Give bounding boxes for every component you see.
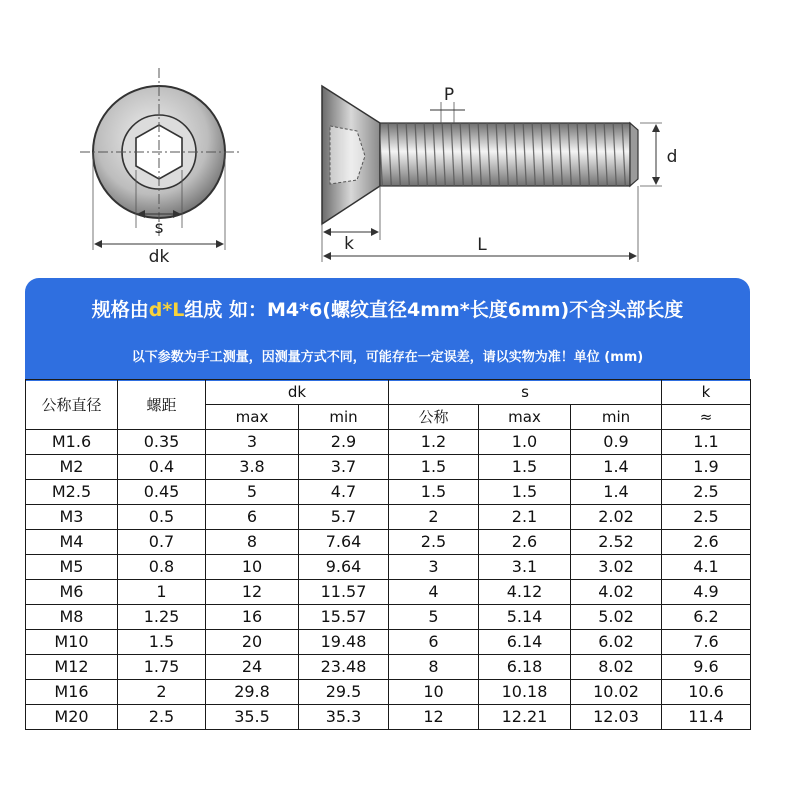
cell-s-min: 8.02 xyxy=(571,655,662,680)
screw-diagram xyxy=(0,0,800,275)
cell-s-nominal: 4 xyxy=(389,580,479,605)
cell-dk-max: 20 xyxy=(206,630,299,655)
cell-nominal: M20 xyxy=(26,705,118,730)
cell-k: 9.6 xyxy=(662,655,751,680)
d-label: d xyxy=(666,147,678,167)
table-row xyxy=(26,555,751,580)
cell-dk-min: 23.48 xyxy=(299,655,389,680)
cell-dk-min: 15.57 xyxy=(299,605,389,630)
cell-s-nominal: 1.2 xyxy=(389,430,479,455)
header-dk-min: min xyxy=(299,405,389,430)
header-k: k xyxy=(662,380,751,405)
cell-s-max: 1.5 xyxy=(479,455,571,480)
cell-pitch: 1.75 xyxy=(118,655,206,680)
header-pitch: 螺距 xyxy=(118,380,206,430)
cell-pitch: 0.45 xyxy=(118,480,206,505)
spec-table-body xyxy=(26,430,751,730)
title-suffix: 组成 如：M4*6(螺纹直径4mm*长度6mm)不含头部长度 xyxy=(184,299,684,321)
cell-s-max: 2.1 xyxy=(479,505,571,530)
cell-pitch: 0.5 xyxy=(118,505,206,530)
table-row xyxy=(26,505,751,530)
cell-nominal: M1.6 xyxy=(26,430,118,455)
cell-s-min: 2.52 xyxy=(571,530,662,555)
screw-side-view xyxy=(322,85,677,262)
cell-dk-max: 3 xyxy=(206,430,299,455)
cell-dk-max: 3.8 xyxy=(206,455,299,480)
cell-s-nominal: 6 xyxy=(389,630,479,655)
cell-dk-max: 10 xyxy=(206,555,299,580)
cell-s-min: 1.4 xyxy=(571,480,662,505)
cell-nominal: M16 xyxy=(26,680,118,705)
cell-nominal: M4 xyxy=(26,530,118,555)
cell-dk-max: 35.5 xyxy=(206,705,299,730)
cell-pitch: 2 xyxy=(118,680,206,705)
cell-pitch: 1 xyxy=(118,580,206,605)
table-row xyxy=(26,455,751,480)
cell-s-max: 10.18 xyxy=(479,680,571,705)
cell-dk-min: 5.7 xyxy=(299,505,389,530)
cell-k: 6.2 xyxy=(662,605,751,630)
cell-s-max: 3.1 xyxy=(479,555,571,580)
cell-dk-min: 19.48 xyxy=(299,630,389,655)
cell-k: 1.1 xyxy=(662,430,751,455)
cell-s-nominal: 1.5 xyxy=(389,480,479,505)
cell-s-nominal: 2.5 xyxy=(389,530,479,555)
cell-s-min: 4.02 xyxy=(571,580,662,605)
cell-pitch: 1.25 xyxy=(118,605,206,630)
cell-nominal: M2.5 xyxy=(26,480,118,505)
cell-dk-min: 35.3 xyxy=(299,705,389,730)
spec-title xyxy=(25,295,750,322)
cell-s-max: 12.21 xyxy=(479,705,571,730)
cell-s-max: 6.18 xyxy=(479,655,571,680)
cell-s-max: 4.12 xyxy=(479,580,571,605)
cell-nominal: M3 xyxy=(26,505,118,530)
cell-dk-min: 29.5 xyxy=(299,680,389,705)
cell-dk-min: 11.57 xyxy=(299,580,389,605)
cell-dk-min: 4.7 xyxy=(299,480,389,505)
cell-dk-min: 9.64 xyxy=(299,555,389,580)
header-k-approx: ≈ xyxy=(662,405,751,430)
table-row xyxy=(26,530,751,555)
cell-nominal: M6 xyxy=(26,580,118,605)
cell-dk-min: 2.9 xyxy=(299,430,389,455)
head-top-view xyxy=(80,68,240,267)
cell-nominal: M5 xyxy=(26,555,118,580)
pitch-label: P xyxy=(443,85,455,105)
cell-s-max: 1.5 xyxy=(479,480,571,505)
cell-k: 2.6 xyxy=(662,530,751,555)
L-label: L xyxy=(477,235,487,255)
cell-k: 11.4 xyxy=(662,705,751,730)
table-row xyxy=(26,480,751,505)
cell-dk-min: 3.7 xyxy=(299,455,389,480)
cell-nominal: M8 xyxy=(26,605,118,630)
cell-k: 10.6 xyxy=(662,680,751,705)
header-dk-max: max xyxy=(206,405,299,430)
cell-k: 4.9 xyxy=(662,580,751,605)
cell-pitch: 0.7 xyxy=(118,530,206,555)
table-row xyxy=(26,605,751,630)
cell-s-nominal: 8 xyxy=(389,655,479,680)
cell-s-nominal: 5 xyxy=(389,605,479,630)
k-label: k xyxy=(344,234,354,254)
cell-s-min: 5.02 xyxy=(571,605,662,630)
cell-pitch: 0.8 xyxy=(118,555,206,580)
cell-dk-max: 8 xyxy=(206,530,299,555)
cell-dk-max: 12 xyxy=(206,580,299,605)
cell-dk-max: 6 xyxy=(206,505,299,530)
header-s-min: min xyxy=(571,405,662,430)
cell-s-nominal: 12 xyxy=(389,705,479,730)
title-accent: d*L xyxy=(148,299,185,321)
measurement-note: 以下参数为手工测量，因测量方式不同，可能存在一定误差，请以实物为准！单位 (mm) xyxy=(131,350,644,365)
dk-label: dk xyxy=(148,247,170,267)
cell-s-nominal: 3 xyxy=(389,555,479,580)
cell-nominal: M12 xyxy=(26,655,118,680)
cell-s-max: 2.6 xyxy=(479,530,571,555)
header-s-max: max xyxy=(479,405,571,430)
cell-s-max: 6.14 xyxy=(479,630,571,655)
cell-dk-max: 24 xyxy=(206,655,299,680)
cell-s-min: 10.02 xyxy=(571,680,662,705)
cell-s-max: 1.0 xyxy=(479,430,571,455)
s-label: s xyxy=(154,218,164,238)
cell-k: 2.5 xyxy=(662,480,751,505)
cell-s-nominal: 1.5 xyxy=(389,455,479,480)
table-row xyxy=(26,580,751,605)
cell-k: 7.6 xyxy=(662,630,751,655)
cell-dk-min: 7.64 xyxy=(299,530,389,555)
cell-dk-max: 16 xyxy=(206,605,299,630)
cell-pitch: 0.4 xyxy=(118,455,206,480)
cell-s-min: 6.02 xyxy=(571,630,662,655)
header-s: s xyxy=(389,380,662,405)
cell-s-max: 5.14 xyxy=(479,605,571,630)
cell-nominal: M10 xyxy=(26,630,118,655)
cell-s-nominal: 10 xyxy=(389,680,479,705)
cell-pitch: 0.35 xyxy=(118,430,206,455)
header-dk: dk xyxy=(206,380,389,405)
table-row xyxy=(26,655,751,680)
table-row xyxy=(26,705,751,730)
header-panel xyxy=(25,278,750,381)
table-row xyxy=(26,680,751,705)
cell-dk-max: 29.8 xyxy=(206,680,299,705)
cell-k: 4.1 xyxy=(662,555,751,580)
spec-table xyxy=(25,379,751,730)
header-s-nominal: 公称 xyxy=(389,405,479,430)
cell-s-min: 12.03 xyxy=(571,705,662,730)
cell-dk-max: 5 xyxy=(206,480,299,505)
table-row xyxy=(26,630,751,655)
cell-s-min: 3.02 xyxy=(571,555,662,580)
cell-k: 2.5 xyxy=(662,505,751,530)
table-row xyxy=(26,430,751,455)
cell-s-min: 2.02 xyxy=(571,505,662,530)
cell-s-min: 1.4 xyxy=(571,455,662,480)
title-prefix: 规格由 xyxy=(91,299,149,321)
cell-s-nominal: 2 xyxy=(389,505,479,530)
cell-pitch: 2.5 xyxy=(118,705,206,730)
cell-k: 1.9 xyxy=(662,455,751,480)
cell-s-min: 0.9 xyxy=(571,430,662,455)
cell-nominal: M2 xyxy=(26,455,118,480)
cell-pitch: 1.5 xyxy=(118,630,206,655)
header-nominal-diameter: 公称直径 xyxy=(26,380,118,430)
